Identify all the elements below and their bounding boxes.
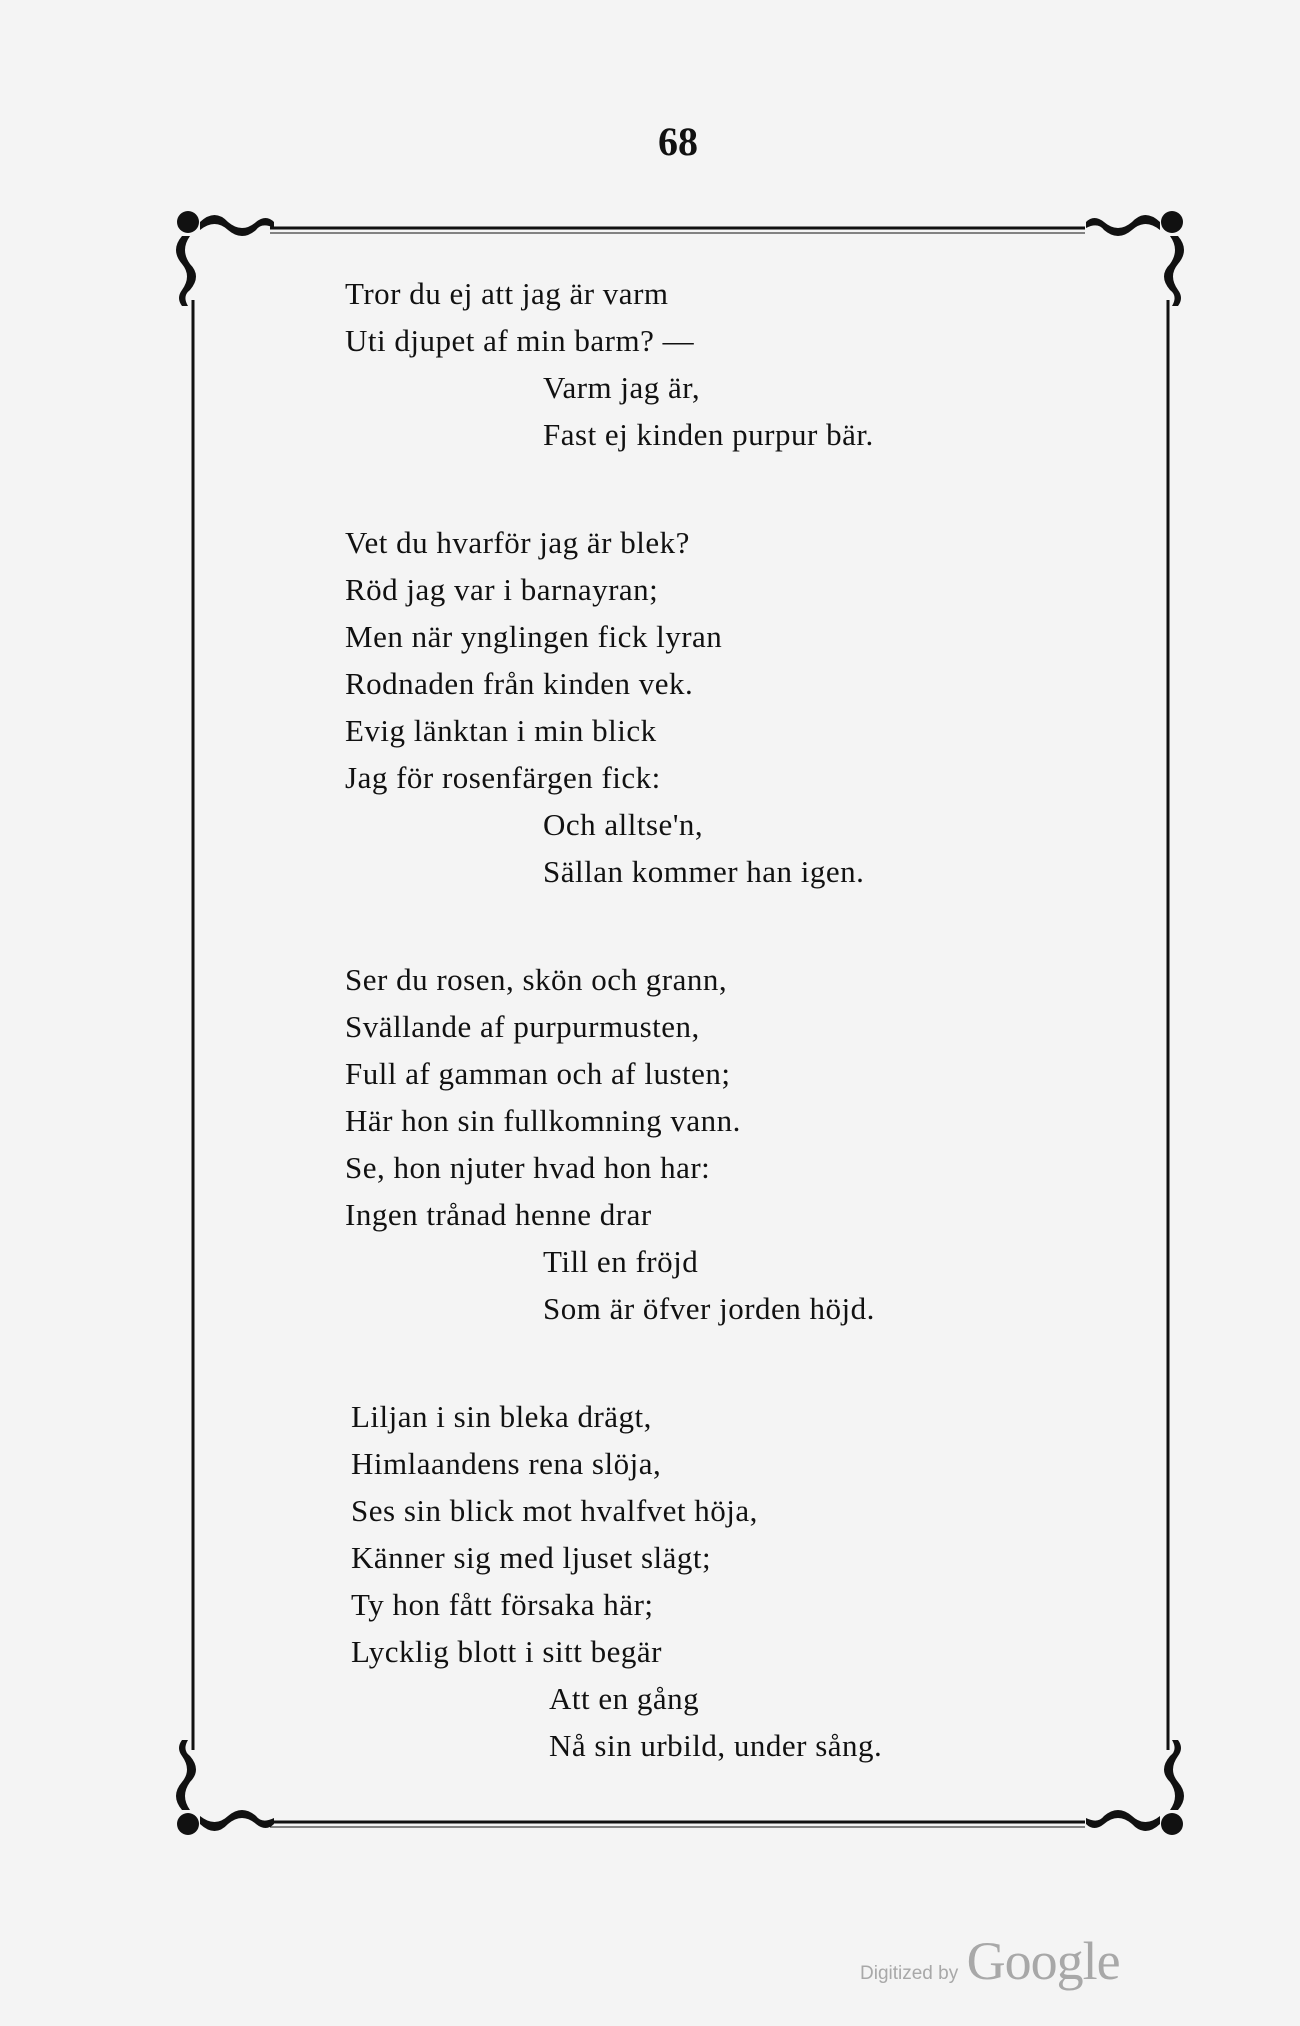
poem-line-indented: Som är öfver jorden höjd. (543, 1291, 875, 1326)
poem-line: Himlaandens rena slöja, (351, 1446, 662, 1481)
poem-line: Ser du rosen, skön och grann, (345, 962, 728, 997)
stanza (345, 956, 1045, 1332)
corner-ornament-bottom-right (1086, 1740, 1184, 1835)
poem-line: Tror du ej att jag är varm (345, 276, 669, 311)
poem-line: Ingen trånad henne drar (345, 1197, 652, 1232)
poem-line-indented: Till en fröjd (543, 1244, 699, 1279)
poem-line-indented: Sällan kommer han igen. (543, 854, 865, 889)
poem-line: Uti djupet af min barm? — (345, 323, 695, 358)
poem-line: Ses sin blick mot hvalfvet höja, (351, 1493, 758, 1528)
poem-line-indented: Och alltse'n, (543, 807, 704, 842)
poem-line-indented: Varm jag är, (543, 370, 701, 405)
corner-ornament-bottom-left (176, 1740, 274, 1835)
poem-line: Jag för rosenfärgen fick: (345, 760, 661, 795)
stanza (345, 1393, 1045, 1769)
poem-line: Vet du hvarför jag är blek? (345, 525, 690, 560)
poem-line: Evig länktan i min blick (345, 713, 657, 748)
watermark-prefix: Digitized by (860, 1963, 959, 1984)
poem-line: Här hon sin fullkomning vann. (345, 1103, 741, 1138)
stanza (345, 519, 1045, 895)
corner-ornament-top-right (1086, 211, 1184, 306)
poem-line: Se, hon njuter hvad hon har: (345, 1150, 711, 1185)
poem-line: Svällande af purpurmusten, (345, 1009, 700, 1044)
stanza (345, 270, 1045, 458)
poem-line: Röd jag var i barnayran; (345, 572, 659, 607)
poem-line: Men när ynglingen fick lyran (345, 619, 723, 654)
poem-line: Ty hon fått försaka här; (351, 1587, 654, 1622)
poem-body (345, 270, 1045, 1830)
poem-line: Lycklig blott i sitt begär (351, 1634, 662, 1669)
poem-line-indented: Fast ej kinden purpur bär. (543, 417, 874, 452)
poem-line: Liljan i sin bleka drägt, (351, 1399, 652, 1434)
page-number: 68 (658, 119, 698, 164)
poem-line: Rodnaden från kinden vek. (345, 666, 694, 701)
corner-ornament-top-left (176, 211, 274, 306)
poem-line: Full af gamman och af lusten; (345, 1056, 731, 1091)
poem-line: Känner sig med ljuset slägt; (351, 1540, 712, 1575)
poem-line-indented: Nå sin urbild, under sång. (549, 1728, 883, 1763)
poem-line-indented: Att en gång (549, 1681, 700, 1716)
digitized-watermark (860, 1930, 1120, 1992)
watermark-brand: Google (966, 1931, 1120, 1991)
